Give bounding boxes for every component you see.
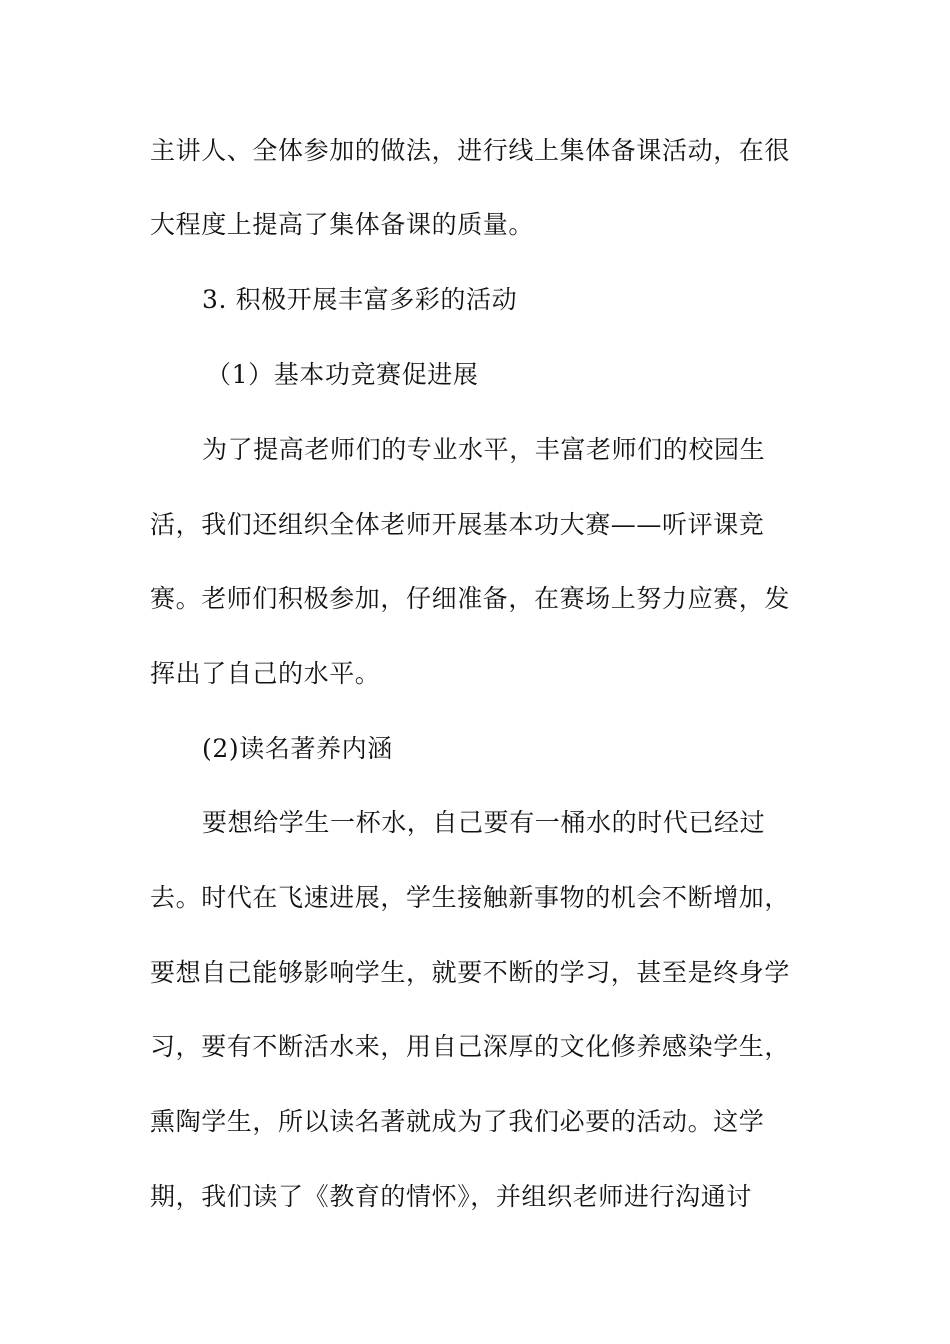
- paragraph-line: 大程度上提高了集体备课的质量。: [150, 210, 535, 239]
- paragraph-line: 挥出了自己的水平。: [150, 659, 381, 688]
- section-heading: 3. 积极开展丰富多彩的活动: [202, 285, 518, 314]
- paragraph-line: 要想自己能够影响学生，就要不断的学习，甚至是终身学: [150, 958, 791, 987]
- paragraph-line: 要想给学生一杯水，自己要有一桶水的时代已经过: [202, 808, 766, 837]
- paragraph-line: 活，我们还组织全体老师开展基本功大赛——听评课竞: [150, 510, 765, 539]
- paragraph-line: 为了提高老师们的专业水平，丰富老师们的校园生: [202, 435, 766, 464]
- paragraph-line: 主讲人、全体参加的做法，进行线上集体备课活动，在很: [150, 136, 791, 165]
- paragraph-line: 期，我们读了《教育的情怀》，并组织老师进行沟通讨: [150, 1182, 752, 1211]
- paragraph-line: 熏陶学生，所以读名著就成为了我们必要的活动。这学: [150, 1107, 765, 1136]
- paragraph-line: 去。时代在飞速进展，学生接触新事物的机会不断增加，: [150, 883, 791, 912]
- paragraph-line: 赛。老师们积极参加，仔细准备，在赛场上努力应赛，发: [150, 584, 791, 613]
- paragraph-line: 习，要有不断活水来，用自己深厚的文化修养感染学生，: [150, 1032, 791, 1061]
- subsection-heading: (2)读名著养内涵: [202, 734, 393, 763]
- subsection-heading: （1）基本功竞赛促进展: [206, 360, 479, 389]
